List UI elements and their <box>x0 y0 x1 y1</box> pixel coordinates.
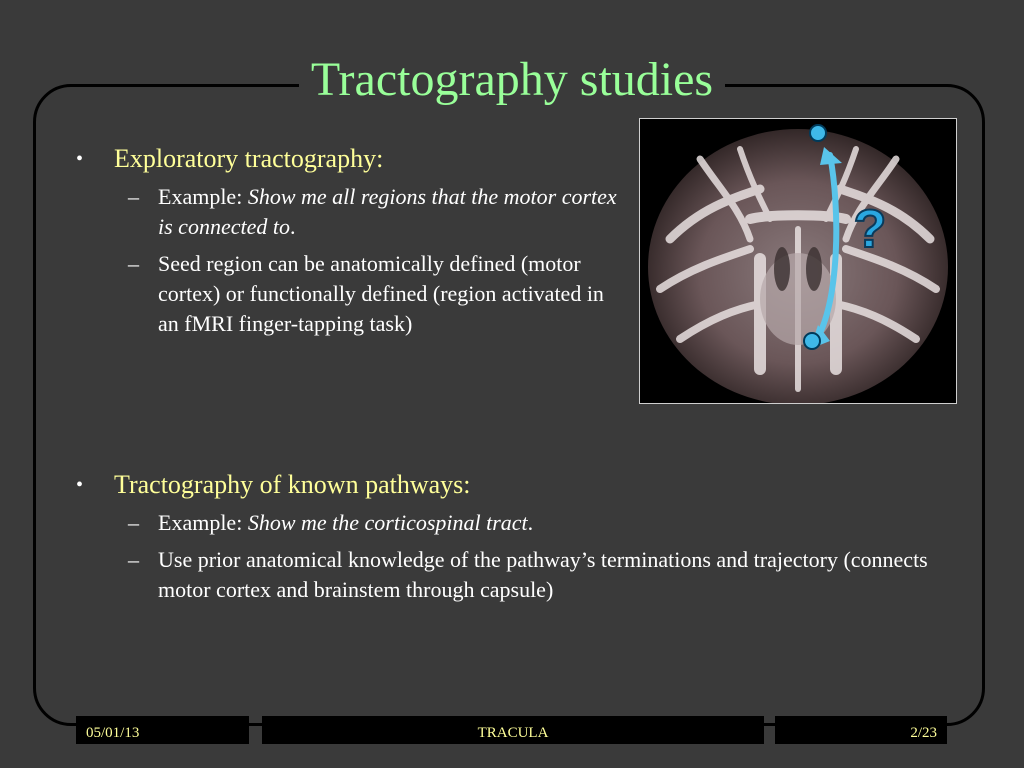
bullet-known-pathways <box>76 468 936 502</box>
bullet-exploratory <box>76 142 621 176</box>
sub-prefix: Example: <box>158 184 248 209</box>
footer-title: TRACULA <box>262 716 764 744</box>
slide-title <box>0 50 1024 110</box>
sub-text <box>158 508 533 538</box>
section-known-pathways <box>76 468 936 612</box>
sub-suffix: . <box>527 510 534 535</box>
bullet-heading: Exploratory tractography: <box>114 144 384 173</box>
dash-mark: – <box>128 184 139 209</box>
slide-title-text: Tractography studies <box>299 53 725 106</box>
sub-text <box>158 182 621 242</box>
bullet-mark: • <box>76 474 84 496</box>
dash-mark: – <box>128 251 139 276</box>
footer-date: 05/01/13 <box>76 716 249 744</box>
sub-item-seed <box>128 249 621 339</box>
sub-italic: Show me all regions that the motor cortex is connected to <box>158 184 617 239</box>
sub-list <box>128 508 936 605</box>
dash-mark: – <box>128 547 139 572</box>
bullet-heading: Tractography of known pathways: <box>114 470 471 499</box>
dash-mark: – <box>128 510 139 535</box>
sub-list <box>128 182 621 339</box>
sub-item-example <box>128 508 936 538</box>
bullet-mark: • <box>76 148 84 170</box>
seed-marker-bottom <box>804 333 820 349</box>
sub-suffix: . <box>289 214 296 239</box>
sub-item-example <box>128 182 621 242</box>
question-mark: ? <box>853 199 887 259</box>
brain-image <box>639 118 957 404</box>
sub-item-prior-knowledge <box>128 545 936 605</box>
footer-page-number: 2/23 <box>775 716 947 744</box>
sub-text: Seed region can be anatomically defined (motor cortex) or functionally defined (region activated in an fMRI finger-tapping task) <box>158 251 604 336</box>
section-exploratory <box>76 142 621 346</box>
seed-marker-top <box>810 125 826 141</box>
sub-text: Use prior anatomical knowledge of the pathway’s terminations and trajectory (connects motor cortex and brainstem through capsule) <box>158 547 928 602</box>
sub-prefix: Example: <box>158 510 248 535</box>
brain-illustration <box>640 119 956 403</box>
sub-italic: Show me the corticospinal tract <box>247 510 528 535</box>
